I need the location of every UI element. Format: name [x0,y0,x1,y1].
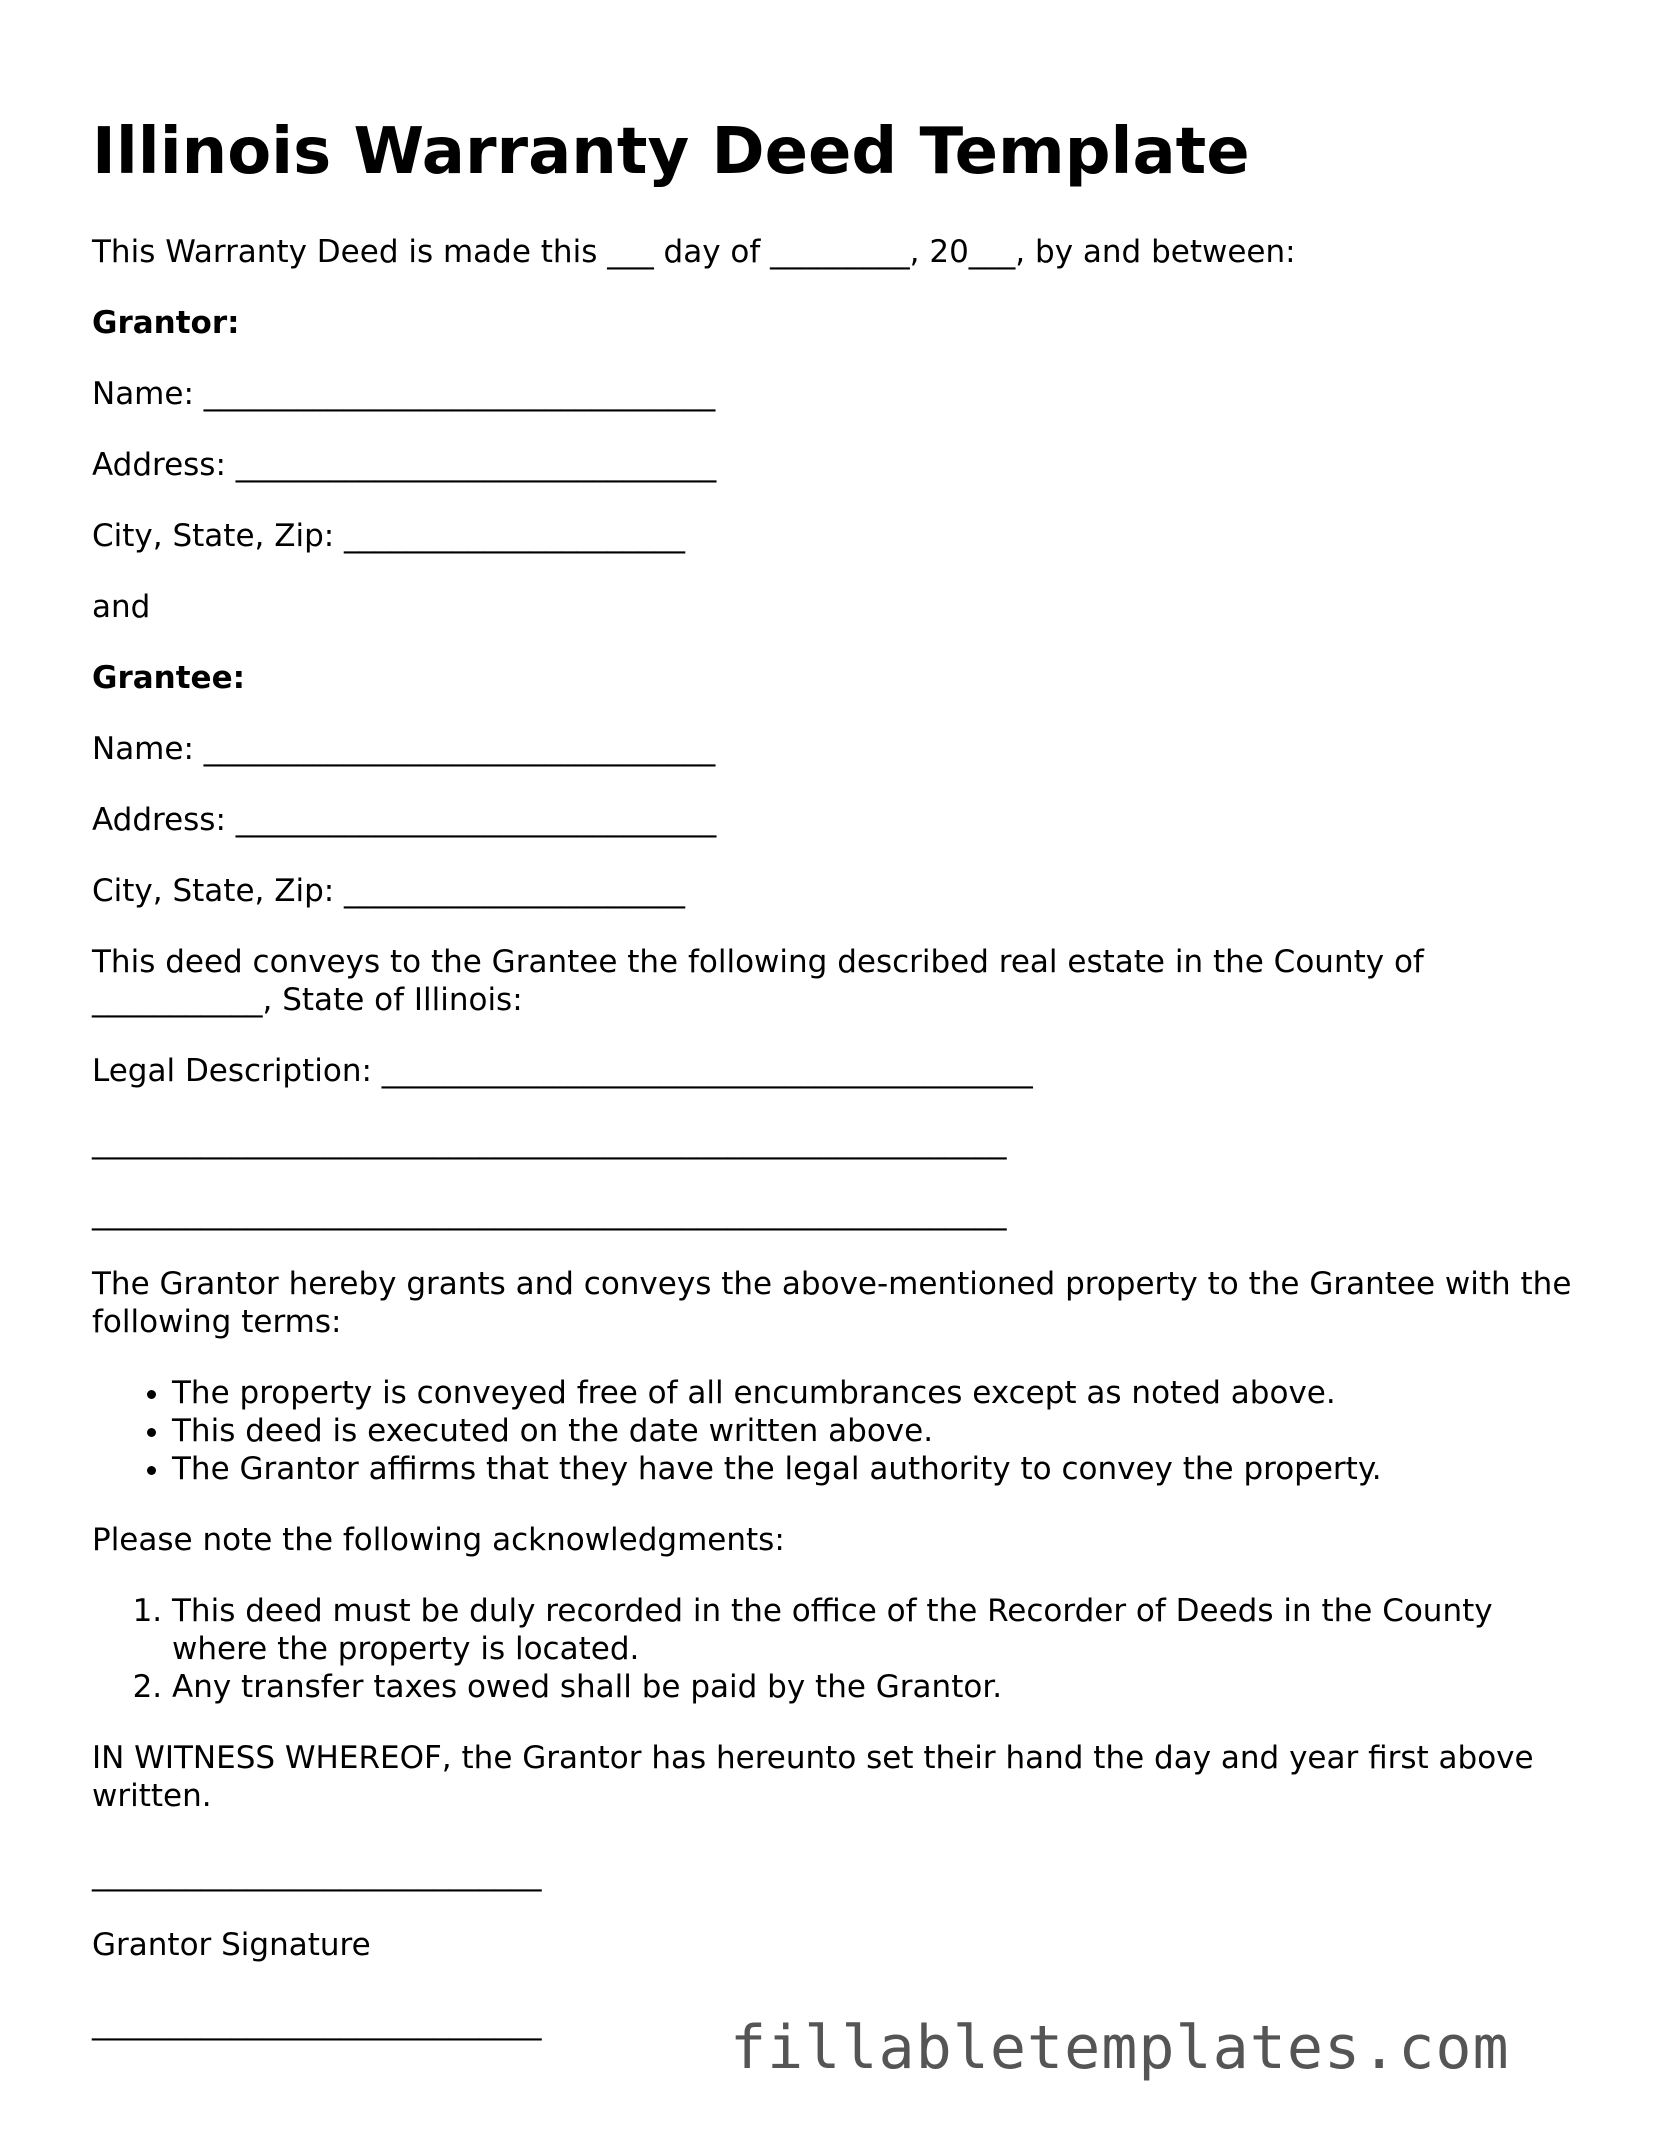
deed-intro: This Warranty Deed is made this ___ day of _________, 20___, by and between: [92,234,1296,270]
grantor-city-state-zip-field: City, State, Zip: ______________________ [92,518,686,554]
document-page [92,112,1592,2075]
grantee-address-field: Address: _______________________________ [92,802,717,838]
grantor-signature-label: Grantor Signature [92,1927,371,1963]
site-watermark: fillabletemplates.com [730,2013,1510,2083]
list-item: • This deed is executed on the date written above. [172,1412,1592,1450]
legal-description-line-1: ___________________________________________________________ [92,1124,1007,1160]
grantor-address-field: Address: _______________________________ [92,447,717,483]
acknowledgments-list [92,1592,1592,1706]
terms-intro: The Grantor hereby grants and conveys the above-mentioned property to the Grantee with the following terms: [92,1266,1582,1340]
terms-list [92,1374,1592,1488]
grantee-city-state-zip-field: City, State, Zip: ______________________ [92,873,686,909]
list-item: 1. This deed must be duly recorded in the office of the Recorder of Deeds in the County where the property is located. [172,1592,1592,1668]
grantee-name-field: Name: _________________________________ [92,731,716,767]
document-title: Illinois Warranty Deed Template [92,115,1250,189]
legal-description-field: Legal Description: __________________________________________ [92,1053,1033,1089]
acknowledgments-intro: Please note the following acknowledgments: [92,1522,785,1558]
grantee-heading: Grantee: [92,660,245,696]
grantor-name-field: Name: _________________________________ [92,376,716,412]
grantor-heading: Grantor: [92,305,240,341]
legal-description-line-2: ___________________________________________________________ [92,1195,1007,1231]
grantor-signature-line: _____________________________ [92,1856,542,1892]
list-item: • The property is conveyed free of all encumbrances except as noted above. [172,1374,1592,1412]
and-text: and [92,589,151,625]
conveyance-paragraph: This deed conveys to the Grantee the following described real estate in the County of ___________, State of Illinois: [92,944,1434,1018]
list-item: 2. Any transfer taxes owed shall be paid by the Grantor. [172,1668,1592,1706]
second-signature-line: _____________________________ [92,2005,542,2041]
list-item: • The Grantor affirms that they have the legal authority to convey the property. [172,1450,1592,1488]
witness-paragraph: IN WITNESS WHEREOF, the Grantor has hereunto set their hand the day and year first above written. [92,1740,1544,1814]
